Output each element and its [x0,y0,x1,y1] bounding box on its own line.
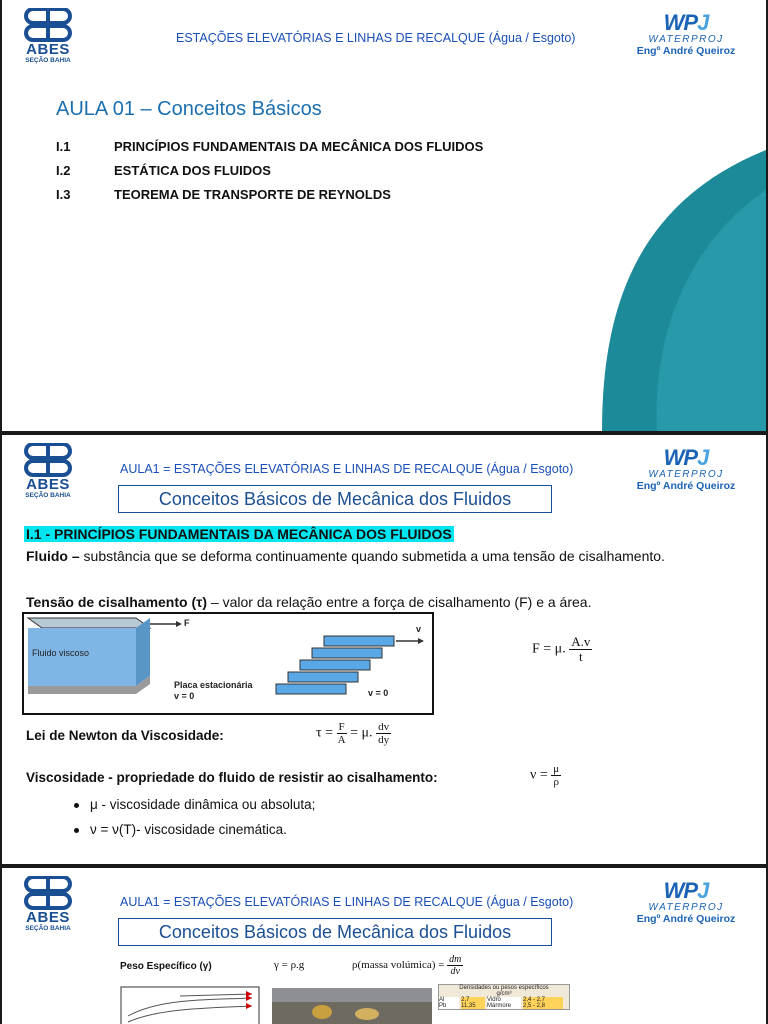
v-top-label: v [416,624,422,634]
box-title: Conceitos Básicos de Mecânica dos Fluidos [118,485,552,513]
wp-brand: WATERPROJ [648,469,724,480]
waterproj-logo [626,880,746,926]
rho-formula: ρ(massa volúmica) = $\frac{dm}{dv}$ [352,954,462,977]
section-heading: I.1 - PRINCÍPIOS FUNDAMENTAIS DA MECÂNICA DOS FLUIDOS [26,526,452,542]
slide-header: ESTAÇÕES ELEVATÓRIAS E LINHAS DE RECALQUE (Água / Esgoto) [176,31,576,45]
table-units: g/cm³ [496,991,512,997]
abes-section: SEÇÃO BAHIA [25,57,71,64]
slide-3 [2,868,766,1024]
bullet-item: μ - viscosidade dinâmica ou absoluta; [78,797,315,812]
abes-mark-icon [24,8,72,42]
gamma-formula: γ = ρ.g [274,959,305,971]
wp-engineer: Engº André Queiroz [636,45,736,57]
slide-2 [2,435,766,864]
abes-logo [20,8,76,65]
viscosity-label: Viscosidade - propriedade do fluido de resistir ao cisalhamento: [26,770,438,785]
fluid-label: Fluido viscoso [32,648,90,658]
nu-formula: ν = $\frac{\mu}{\rho}$ [530,763,560,788]
abes-name: ABES [26,909,70,926]
wp-engineer: Engº André Queiroz [636,913,736,925]
table-row: Pb 11,35 Mármore 2,5 - 2,8 [439,1003,569,1009]
wp-mark: WPJ [663,878,709,903]
wp-brand: WATERPROJ [648,902,724,913]
plate-label: Placa estacionária [174,680,253,690]
streamline-figure [120,986,260,1024]
table-row: Al 2,7 Vidro 2,4 - 2,7 [439,997,569,1003]
waterproj-logo [626,447,746,493]
bullet-item: ν = ν(T)- viscosidade cinemática. [78,822,287,837]
abes-logo [20,876,76,933]
shear-figure [22,612,434,715]
newton-label: Lei de Newton da Viscosidade: [26,728,224,743]
wp-mark: WPJ [663,445,709,470]
box-title: Conceitos Básicos de Mecânica dos Fluidos [118,918,552,946]
abes-section: SEÇÃO BAHIA [25,925,71,932]
wp-engineer: Engº André Queiroz [636,480,736,492]
v0-right-label: v = 0 [368,688,389,698]
fluid-definition: Fluido – substância que se deforma continuamente quando submetida a uma tensão de cisalhamento. [26,548,665,564]
abes-name: ABES [26,41,70,58]
abes-name: ABES [26,476,70,493]
slide-title: AULA 01 – Conceitos Básicos [56,98,322,120]
toc-item: I.2 ESTÁTICA DOS FLUIDOS [56,163,271,178]
abes-mark-icon [24,443,72,477]
abes-mark-icon [24,876,72,910]
slide-1 [2,0,766,431]
toc-item: I.1 PRINCÍPIOS FUNDAMENTAIS DA MECÂNICA DOS FLUIDOS [56,139,484,154]
force-formula: F = μ. $\frac{A.v}{t}$ [532,634,591,664]
teal-curve-decoration [2,0,766,431]
abes-section: SEÇÃO BAHIA [25,492,71,499]
shear-definition: Tensão de cisalhamento (τ) – valor da relação entre a força de cisalhamento (F) e a área. [26,594,592,610]
toc-item: I.3 TEOREMA DE TRANSPORTE DE REYNOLDS [56,187,391,202]
peso-label: Peso Específico (γ) [120,961,212,972]
slide-header: AULA1 = ESTAÇÕES ELEVATÓRIAS E LINHAS DE RECALQUE (Água / Esgoto) [120,895,574,909]
wp-mark: WPJ [663,10,709,35]
slide-header: AULA1 = ESTAÇÕES ELEVATÓRIAS E LINHAS DE RECALQUE (Água / Esgoto) [120,462,574,476]
sample-photo [272,988,432,1024]
force-label: F [184,618,190,628]
abes-logo [20,443,76,500]
wp-brand: WATERPROJ [648,34,724,45]
v0-left-label: v = 0 [174,691,195,701]
waterproj-logo [626,12,746,58]
table-title: Densidades ou pesos específicos [459,985,549,991]
density-table [438,984,570,1010]
newton-formula: τ = $\frac{F}{A}$ = μ. $\frac{dv}{dy}$ [316,721,390,746]
fluid-plates-illustration [24,614,432,713]
